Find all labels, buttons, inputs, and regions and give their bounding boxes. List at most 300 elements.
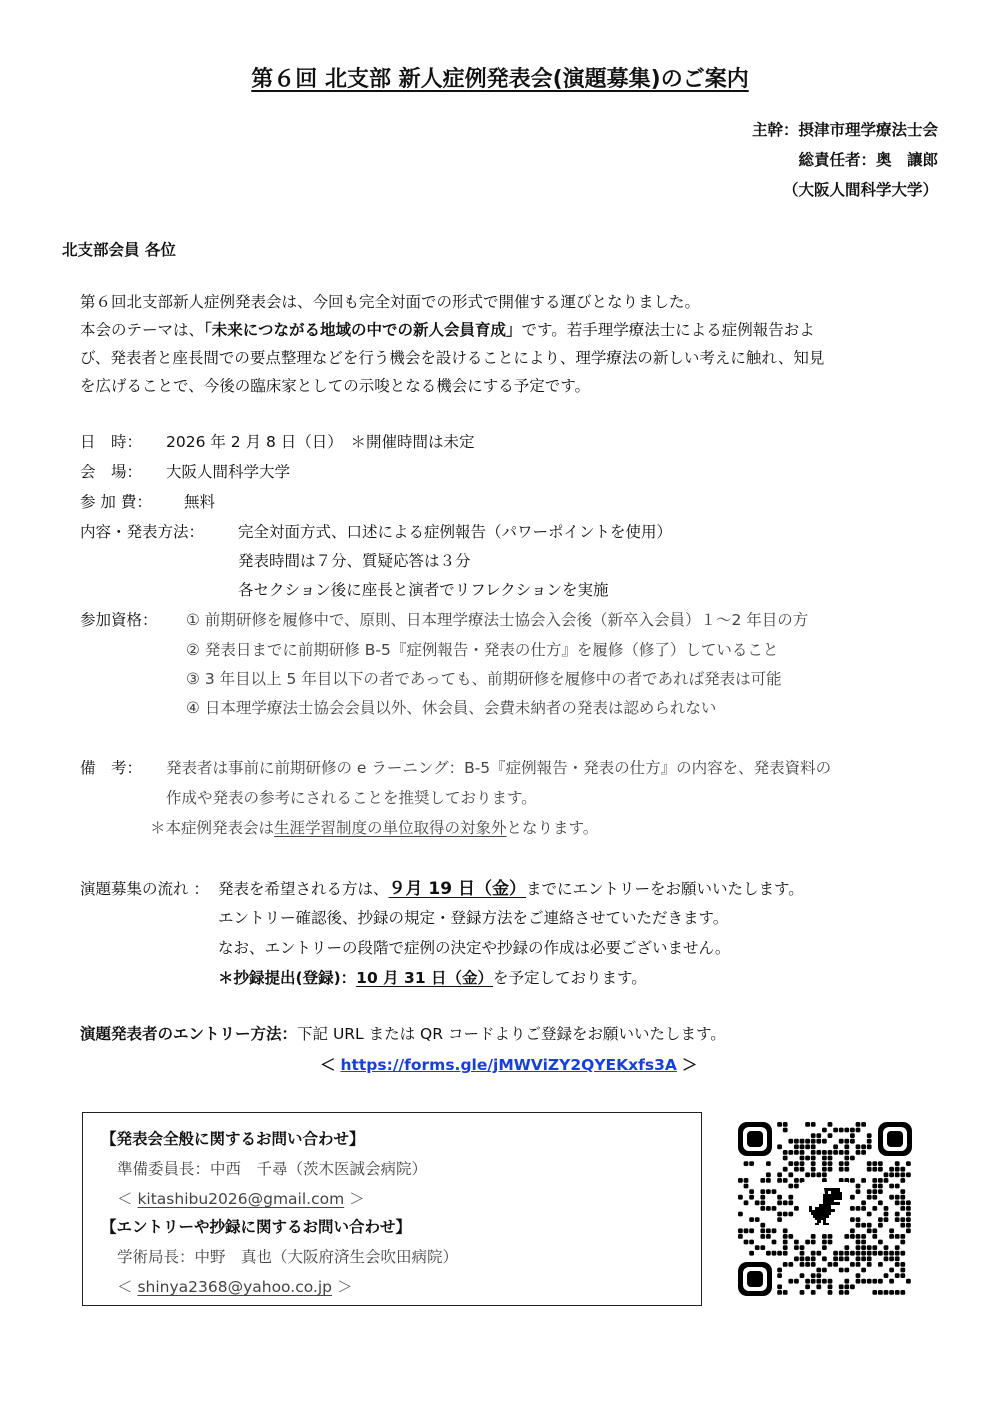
qr-module bbox=[811, 1133, 816, 1138]
qr-module bbox=[811, 1251, 816, 1256]
qr-module bbox=[777, 1268, 782, 1273]
method-label: 内容・発表方法： bbox=[80, 523, 205, 541]
qr-module bbox=[777, 1195, 782, 1200]
qr-module bbox=[794, 1144, 799, 1149]
qr-module bbox=[844, 1251, 849, 1256]
qr-module bbox=[749, 1189, 754, 1194]
remarks-line-3 bbox=[150, 816, 598, 838]
qr-module bbox=[828, 1234, 833, 1239]
qr-module bbox=[872, 1189, 877, 1194]
qr-module bbox=[783, 1200, 788, 1205]
qr-module bbox=[805, 1172, 810, 1177]
remarks-line-1: 発表者は事前に前期研修の e ラーニング：B-5『症例報告・発表の仕方』の内容を、発表資料の bbox=[166, 759, 832, 777]
qr-module bbox=[777, 1217, 782, 1222]
qr-module bbox=[833, 1128, 838, 1133]
qr-module bbox=[772, 1251, 777, 1256]
qr-module bbox=[822, 1240, 827, 1245]
remarks-line-3-post: となります。 bbox=[506, 819, 599, 837]
qr-module bbox=[878, 1240, 883, 1245]
qr-module bbox=[867, 1245, 872, 1250]
qr-module bbox=[794, 1206, 799, 1211]
eligibility-item-3: ③ 3 年目以上 5 年目以下の者であっても、前期研修を履修中の者であれば発表は可能 bbox=[186, 670, 782, 688]
qr-module bbox=[856, 1206, 861, 1211]
qr-module bbox=[777, 1144, 782, 1149]
qr-module bbox=[906, 1279, 911, 1284]
flow-line-2: エントリー確認後、抄録の規定・登録方法をご連絡させていただきます。 bbox=[218, 909, 729, 927]
qr-module bbox=[900, 1195, 905, 1200]
qr-module bbox=[794, 1139, 799, 1144]
qr-module bbox=[816, 1139, 821, 1144]
qr-module bbox=[889, 1268, 894, 1273]
qr-module bbox=[777, 1178, 782, 1183]
qr-module bbox=[895, 1262, 900, 1267]
qr-module bbox=[783, 1150, 788, 1155]
qr-module bbox=[744, 1240, 749, 1245]
qr-module bbox=[783, 1251, 788, 1256]
qr-module bbox=[777, 1212, 782, 1217]
qr-module bbox=[861, 1122, 866, 1127]
remarks-line-3-pre: ＊本症例発表会は bbox=[150, 819, 275, 837]
qr-module bbox=[766, 1172, 771, 1177]
qr-module bbox=[783, 1128, 788, 1133]
qr-module bbox=[867, 1228, 872, 1233]
email-close-bracket: ＞ bbox=[332, 1278, 353, 1296]
qr-module bbox=[805, 1144, 810, 1149]
qr-module bbox=[794, 1279, 799, 1284]
qr-module bbox=[895, 1273, 900, 1278]
qr-module bbox=[788, 1262, 793, 1267]
qr-module bbox=[828, 1284, 833, 1289]
qr-module bbox=[783, 1156, 788, 1161]
qr-module bbox=[788, 1279, 793, 1284]
qr-module bbox=[884, 1172, 889, 1177]
qr-module bbox=[861, 1251, 866, 1256]
qr-module bbox=[755, 1217, 760, 1222]
qr-module bbox=[856, 1217, 861, 1222]
email-open-bracket: ＜ bbox=[117, 1278, 138, 1296]
qr-module bbox=[878, 1262, 883, 1267]
qr-module bbox=[856, 1279, 861, 1284]
qr-module bbox=[867, 1133, 872, 1138]
general-contact-heading: 【発表会全般に関するお問い合わせ】 bbox=[101, 1130, 365, 1148]
qr-module bbox=[900, 1189, 905, 1194]
qr-module bbox=[839, 1167, 844, 1172]
qr-module bbox=[872, 1234, 877, 1239]
entry-method-label: 演題発表者のエントリー方法： bbox=[80, 1025, 298, 1043]
qr-finder-top-left bbox=[738, 1122, 772, 1156]
method-value-1: 完全対面方式、口述による症例報告（パワーポイントを使用） bbox=[238, 523, 673, 541]
qr-module bbox=[816, 1273, 821, 1278]
qr-module bbox=[889, 1195, 894, 1200]
intro-line-4: を広げることで、今後の臨床家としての示唆となる機会にする予定です。 bbox=[80, 377, 590, 395]
qr-module bbox=[895, 1245, 900, 1250]
qr-module bbox=[895, 1256, 900, 1261]
qr-module bbox=[872, 1167, 877, 1172]
qr-module bbox=[844, 1290, 849, 1295]
qr-module bbox=[760, 1228, 765, 1233]
qr-module bbox=[878, 1161, 883, 1166]
qr-module bbox=[816, 1251, 821, 1256]
qr-module bbox=[800, 1290, 805, 1295]
qr-module bbox=[861, 1144, 866, 1149]
qr-module bbox=[800, 1139, 805, 1144]
qr-module bbox=[872, 1228, 877, 1233]
qr-module bbox=[906, 1212, 911, 1217]
abstract-submission-label: ＊抄録提出(登録)： bbox=[218, 969, 357, 987]
qr-module bbox=[867, 1161, 872, 1166]
qr-code[interactable] bbox=[736, 1120, 914, 1298]
qr-module bbox=[850, 1156, 855, 1161]
qr-module bbox=[760, 1200, 765, 1205]
qr-module bbox=[844, 1284, 849, 1289]
qr-module bbox=[749, 1217, 754, 1222]
qr-module bbox=[811, 1150, 816, 1155]
qr-module bbox=[833, 1262, 838, 1267]
qr-module bbox=[783, 1228, 788, 1233]
organizer-host: 主幹：摂津市理学療法士会 bbox=[751, 121, 938, 139]
qr-module bbox=[844, 1167, 849, 1172]
qr-module bbox=[828, 1133, 833, 1138]
flow-label: 演題募集の流れ ： bbox=[80, 880, 209, 898]
qr-module bbox=[816, 1150, 821, 1155]
qr-module bbox=[906, 1161, 911, 1166]
qr-module bbox=[878, 1223, 883, 1228]
qr-module bbox=[800, 1150, 805, 1155]
qr-module bbox=[867, 1167, 872, 1172]
qr-module bbox=[788, 1161, 793, 1166]
qr-module bbox=[900, 1234, 905, 1239]
qr-module bbox=[822, 1150, 827, 1155]
qr-module bbox=[856, 1144, 861, 1149]
entry-url-line bbox=[320, 1053, 697, 1075]
qr-module bbox=[906, 1206, 911, 1211]
qr-module bbox=[805, 1279, 810, 1284]
qr-module bbox=[861, 1245, 866, 1250]
qr-module bbox=[906, 1172, 911, 1177]
qr-module bbox=[800, 1161, 805, 1166]
qr-module bbox=[755, 1245, 760, 1250]
qr-module bbox=[749, 1251, 754, 1256]
qr-module bbox=[884, 1290, 889, 1295]
organizer-affiliation: （大阪人間科学大学） bbox=[782, 181, 938, 199]
qr-module bbox=[777, 1273, 782, 1278]
entry-deadline: ９月 19 日（金） bbox=[388, 879, 527, 899]
qr-module bbox=[844, 1144, 849, 1149]
qr-module bbox=[777, 1290, 782, 1295]
qr-module bbox=[889, 1279, 894, 1284]
qr-module bbox=[828, 1150, 833, 1155]
qr-module bbox=[828, 1290, 833, 1295]
qr-module bbox=[867, 1223, 872, 1228]
qr-module bbox=[878, 1184, 883, 1189]
credit-exclusion-note: 生涯学習制度の単位取得の対象外 bbox=[274, 819, 507, 837]
intro-line-2-post: です。若手理学療法士による症例報告およ bbox=[521, 321, 815, 339]
entry-contact-person: 学術局長：中野 真也（大阪府済生会吹田病院） bbox=[117, 1248, 459, 1266]
intro-line-2 bbox=[80, 318, 815, 340]
qr-module bbox=[783, 1122, 788, 1127]
qr-module bbox=[856, 1128, 861, 1133]
qr-module bbox=[889, 1167, 894, 1172]
qr-module bbox=[788, 1234, 793, 1239]
qr-module bbox=[816, 1133, 821, 1138]
entry-form-link[interactable]: https://forms.gle/jMWViZY2QYEKxfs3A bbox=[340, 1056, 677, 1074]
qr-module bbox=[895, 1172, 900, 1177]
general-contact-email-line bbox=[117, 1187, 365, 1209]
qr-module bbox=[833, 1144, 838, 1149]
qr-module bbox=[822, 1256, 827, 1261]
qr-module bbox=[822, 1156, 827, 1161]
qr-module bbox=[906, 1228, 911, 1233]
qr-module bbox=[811, 1273, 816, 1278]
qr-module bbox=[828, 1279, 833, 1284]
qr-module bbox=[867, 1262, 872, 1267]
email-open-bracket: ＜ bbox=[117, 1190, 138, 1208]
qr-module bbox=[738, 1195, 743, 1200]
qr-module bbox=[844, 1234, 849, 1239]
qr-module bbox=[800, 1156, 805, 1161]
qr-module bbox=[861, 1150, 866, 1155]
qr-module bbox=[844, 1150, 849, 1155]
qr-module bbox=[749, 1161, 754, 1166]
remarks-label: 備 考： bbox=[80, 759, 143, 777]
qr-module bbox=[772, 1240, 777, 1245]
qr-module bbox=[884, 1251, 889, 1256]
intro-line-3: び、発表者と座長間での要点整理などを行う機会を設けることにより、理学療法の新しい考えに触れ、知見 bbox=[80, 349, 825, 367]
qr-module bbox=[794, 1256, 799, 1261]
qr-module bbox=[906, 1217, 911, 1222]
qr-module bbox=[794, 1161, 799, 1166]
contact-box bbox=[82, 1112, 702, 1306]
qr-module bbox=[861, 1256, 866, 1261]
qr-module bbox=[805, 1240, 810, 1245]
page-title: 第６回 北支部 新人症例発表会(演題募集)のご案内 bbox=[251, 67, 749, 92]
qr-module bbox=[906, 1223, 911, 1228]
eligibility-item-1: ① 前期研修を履修中で、原則、日本理学療法士協会入会後（新卒入会員）１〜2 年目の方 bbox=[186, 611, 809, 629]
qr-module bbox=[889, 1234, 894, 1239]
qr-module bbox=[895, 1195, 900, 1200]
qr-module bbox=[900, 1290, 905, 1295]
qr-module bbox=[744, 1228, 749, 1233]
qr-module bbox=[895, 1217, 900, 1222]
qr-module bbox=[800, 1273, 805, 1278]
qr-module bbox=[872, 1195, 877, 1200]
qr-module bbox=[850, 1228, 855, 1233]
qr-module bbox=[772, 1189, 777, 1194]
qr-module bbox=[783, 1262, 788, 1267]
qr-module bbox=[822, 1234, 827, 1239]
qr-module bbox=[816, 1268, 821, 1273]
qr-module bbox=[850, 1206, 855, 1211]
qr-module bbox=[861, 1206, 866, 1211]
qr-module bbox=[777, 1200, 782, 1205]
qr-module bbox=[889, 1256, 894, 1261]
qr-module bbox=[805, 1262, 810, 1267]
qr-module bbox=[889, 1251, 894, 1256]
qr-module bbox=[856, 1223, 861, 1228]
qr-module bbox=[839, 1256, 844, 1261]
qr-module bbox=[800, 1167, 805, 1172]
qr-module bbox=[805, 1122, 810, 1127]
flow-line-4-post: を予定しております。 bbox=[493, 969, 647, 987]
eligibility-item-4: ④ 日本理学療法士協会会員以外、休会員、会費未納者の発表は認められない bbox=[186, 699, 717, 717]
qr-module bbox=[839, 1251, 844, 1256]
entry-contact-email-line bbox=[117, 1275, 352, 1297]
qr-module bbox=[856, 1251, 861, 1256]
salutation: 北支部会員 各位 bbox=[62, 241, 176, 259]
qr-module bbox=[822, 1172, 827, 1177]
qr-module bbox=[844, 1161, 849, 1166]
qr-module bbox=[800, 1251, 805, 1256]
qr-module bbox=[777, 1284, 782, 1289]
qr-module bbox=[895, 1167, 900, 1172]
qr-module bbox=[788, 1150, 793, 1155]
qr-module bbox=[884, 1212, 889, 1217]
qr-module bbox=[850, 1262, 855, 1267]
intro-line-2-pre: 本会のテーマは、 bbox=[80, 321, 205, 339]
qr-module bbox=[872, 1245, 877, 1250]
qr-module bbox=[889, 1228, 894, 1233]
qr-module bbox=[900, 1240, 905, 1245]
qr-module bbox=[895, 1184, 900, 1189]
qr-module bbox=[867, 1144, 872, 1149]
qr-module bbox=[884, 1217, 889, 1222]
qr-module bbox=[872, 1290, 877, 1295]
qr-module bbox=[856, 1245, 861, 1250]
qr-module bbox=[772, 1228, 777, 1233]
qr-module bbox=[811, 1144, 816, 1149]
qr-module bbox=[788, 1200, 793, 1205]
abstract-deadline: 10 月 31 日（金） bbox=[356, 969, 494, 987]
qr-module bbox=[861, 1223, 866, 1228]
qr-module bbox=[811, 1139, 816, 1144]
method-value-3: 各セクション後に座長と演者でリフレクションを実施 bbox=[238, 581, 609, 599]
qr-module bbox=[811, 1172, 816, 1177]
qr-module bbox=[900, 1167, 905, 1172]
flow-line-4 bbox=[218, 966, 647, 988]
url-close-bracket: ＞ bbox=[681, 1056, 698, 1074]
qr-module bbox=[844, 1156, 849, 1161]
qr-module bbox=[800, 1262, 805, 1267]
qr-module bbox=[900, 1223, 905, 1228]
qr-module bbox=[811, 1234, 816, 1239]
fee-label: 参 加 費： bbox=[80, 493, 152, 511]
qr-module bbox=[844, 1268, 849, 1273]
qr-module bbox=[794, 1240, 799, 1245]
qr-module bbox=[744, 1178, 749, 1183]
eligibility-label: 参加資格： bbox=[80, 611, 158, 629]
qr-module bbox=[839, 1290, 844, 1295]
qr-module bbox=[783, 1245, 788, 1250]
qr-module bbox=[878, 1290, 883, 1295]
qr-module bbox=[811, 1122, 816, 1127]
qr-module bbox=[867, 1212, 872, 1217]
qr-module bbox=[900, 1217, 905, 1222]
qr-module bbox=[884, 1273, 889, 1278]
qr-module bbox=[760, 1195, 765, 1200]
qr-module bbox=[783, 1178, 788, 1183]
qr-module bbox=[833, 1150, 838, 1155]
qr-module bbox=[878, 1189, 883, 1194]
qr-module bbox=[783, 1212, 788, 1217]
qr-module bbox=[833, 1251, 838, 1256]
qr-module bbox=[749, 1228, 754, 1233]
qr-module bbox=[861, 1279, 866, 1284]
qr-module bbox=[895, 1251, 900, 1256]
qr-module bbox=[844, 1279, 849, 1284]
general-contact-person: 準備委員長：中西 千尋（茨木医誠会病院） bbox=[117, 1160, 428, 1178]
entry-contact-email[interactable]: shinya2368@yahoo.co.jp bbox=[137, 1278, 333, 1296]
qr-module bbox=[760, 1245, 765, 1250]
qr-module bbox=[800, 1256, 805, 1261]
qr-module bbox=[822, 1245, 827, 1250]
qr-module bbox=[794, 1167, 799, 1172]
eligibility-item-2: ② 発表日までに前期研修 B-5『症例報告・発表の仕方』を履修（修了）していること bbox=[186, 641, 779, 659]
qr-module bbox=[794, 1150, 799, 1155]
qr-module bbox=[844, 1256, 849, 1261]
theme-text: 「未来につながる地域の中での新人会員育成」 bbox=[204, 321, 522, 339]
qr-module bbox=[828, 1167, 833, 1172]
qr-module bbox=[844, 1139, 849, 1144]
general-contact-email[interactable]: kitashibu2026@gmail.com bbox=[137, 1190, 345, 1208]
qr-module bbox=[738, 1228, 743, 1233]
qr-module bbox=[777, 1251, 782, 1256]
qr-module bbox=[861, 1234, 866, 1239]
qr-module bbox=[822, 1128, 827, 1133]
flow-line-1-post: までにエントリーをお願いいたします。 bbox=[526, 880, 804, 898]
qr-module bbox=[900, 1251, 905, 1256]
qr-module bbox=[900, 1172, 905, 1177]
qr-module bbox=[889, 1172, 894, 1177]
qr-module bbox=[856, 1122, 861, 1127]
qr-module bbox=[839, 1150, 844, 1155]
qr-module bbox=[828, 1262, 833, 1267]
entry-method bbox=[80, 1022, 726, 1044]
qr-module bbox=[850, 1284, 855, 1289]
qr-module bbox=[811, 1262, 816, 1267]
qr-module bbox=[766, 1251, 771, 1256]
qr-module bbox=[872, 1184, 877, 1189]
qr-module bbox=[878, 1251, 883, 1256]
qr-module bbox=[900, 1262, 905, 1267]
qr-module bbox=[856, 1262, 861, 1267]
qr-module bbox=[800, 1144, 805, 1149]
qr-module bbox=[850, 1178, 855, 1183]
venue-label: 会 場： bbox=[80, 463, 143, 481]
qr-module bbox=[900, 1206, 905, 1211]
qr-module bbox=[766, 1178, 771, 1183]
qr-module bbox=[805, 1256, 810, 1261]
qr-module bbox=[811, 1279, 816, 1284]
entry-contact-heading: 【エントリーや抄録に関するお問い合わせ】 bbox=[101, 1218, 412, 1236]
qr-module bbox=[850, 1217, 855, 1222]
qr-finder-bottom-left bbox=[738, 1262, 772, 1296]
qr-module bbox=[861, 1178, 866, 1183]
email-close-bracket: ＞ bbox=[344, 1190, 365, 1208]
qr-module bbox=[884, 1256, 889, 1261]
qr-module bbox=[816, 1279, 821, 1284]
qr-module bbox=[839, 1139, 844, 1144]
qr-module bbox=[872, 1206, 877, 1211]
qr-module bbox=[766, 1234, 771, 1239]
qr-module bbox=[805, 1284, 810, 1289]
organizer-responsible: 総責任者：奥 讓郎 bbox=[798, 151, 938, 169]
qr-module bbox=[800, 1245, 805, 1250]
qr-module bbox=[844, 1245, 849, 1250]
qr-module bbox=[895, 1200, 900, 1205]
qr-module bbox=[777, 1172, 782, 1177]
qr-module bbox=[884, 1178, 889, 1183]
qr-module bbox=[878, 1167, 883, 1172]
